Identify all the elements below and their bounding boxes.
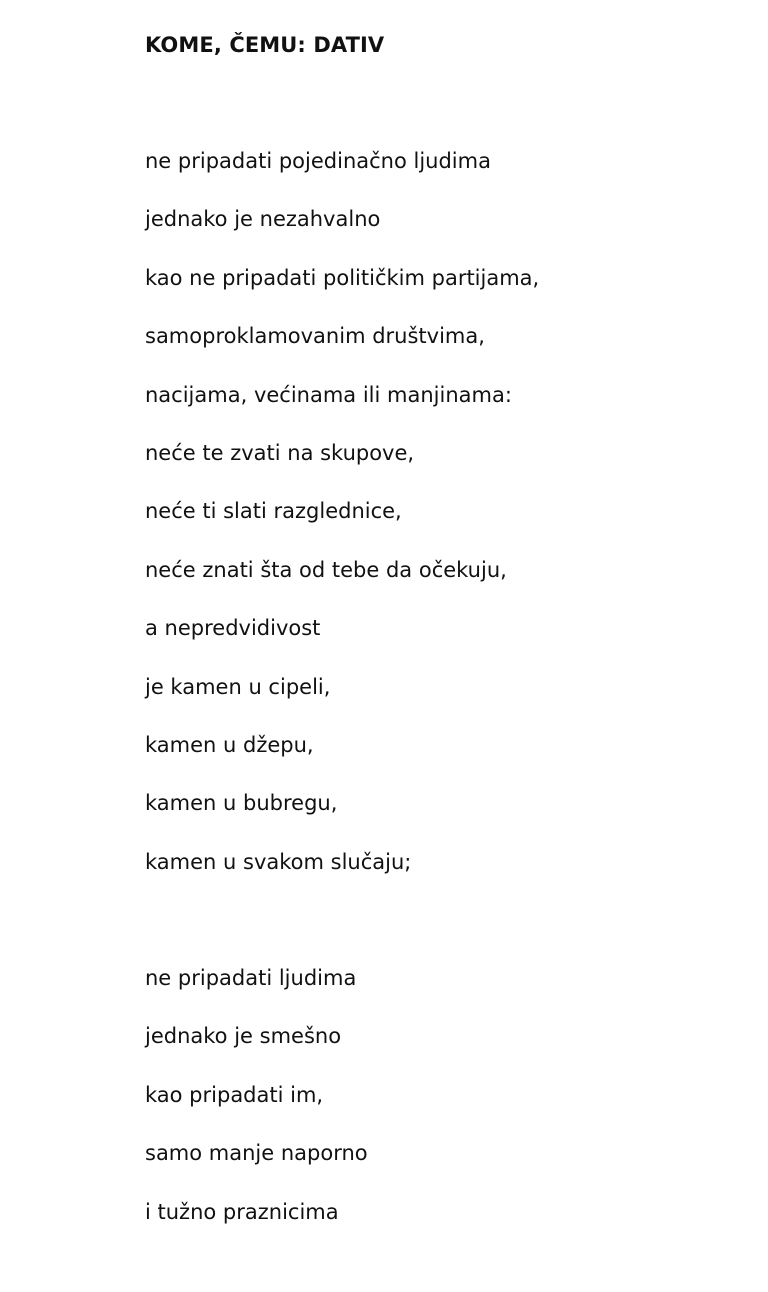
poem-line: jednako je smešno [145, 1024, 342, 1049]
poem-title: KOME, ČEMU: DATIV [145, 33, 385, 57]
poem-line: kamen u svakom slučaju; [145, 849, 412, 874]
poem-line: samoproklamovanim društvima, [145, 324, 485, 349]
poem-line: i tužno praznicima [145, 1199, 339, 1224]
poem-line: neće ti slati razglednice, [145, 499, 402, 524]
poem-line: ne pripadati pojedinačno ljudima [145, 149, 491, 173]
stanza-1 [145, 145, 539, 904]
poem-line: kamen u džepu, [145, 732, 314, 757]
poem-line: ne pripadati ljudima [145, 966, 357, 990]
poem-line: jednako je nezahvalno [145, 207, 381, 232]
poem-line: samo manje naporno [145, 1141, 368, 1166]
poem-line: kamen u bubregu, [145, 791, 338, 816]
poem-page [145, 0, 745, 1292]
poem-line: kao pripadati im, [145, 1082, 324, 1107]
poem-line: a nepredvidivost [145, 616, 321, 641]
poem-line: nacijama, većinama ili manjinama: [145, 382, 512, 407]
poem-line: neće znati šta od tebe da očekuju, [145, 557, 507, 582]
poem-line: kao ne pripadati političkim partijama, [145, 265, 540, 290]
poem-line: neće te zvati na skupove, [145, 440, 415, 465]
poem-line: je kamen u cipeli, [145, 674, 331, 699]
stanza-2 [145, 962, 368, 1254]
